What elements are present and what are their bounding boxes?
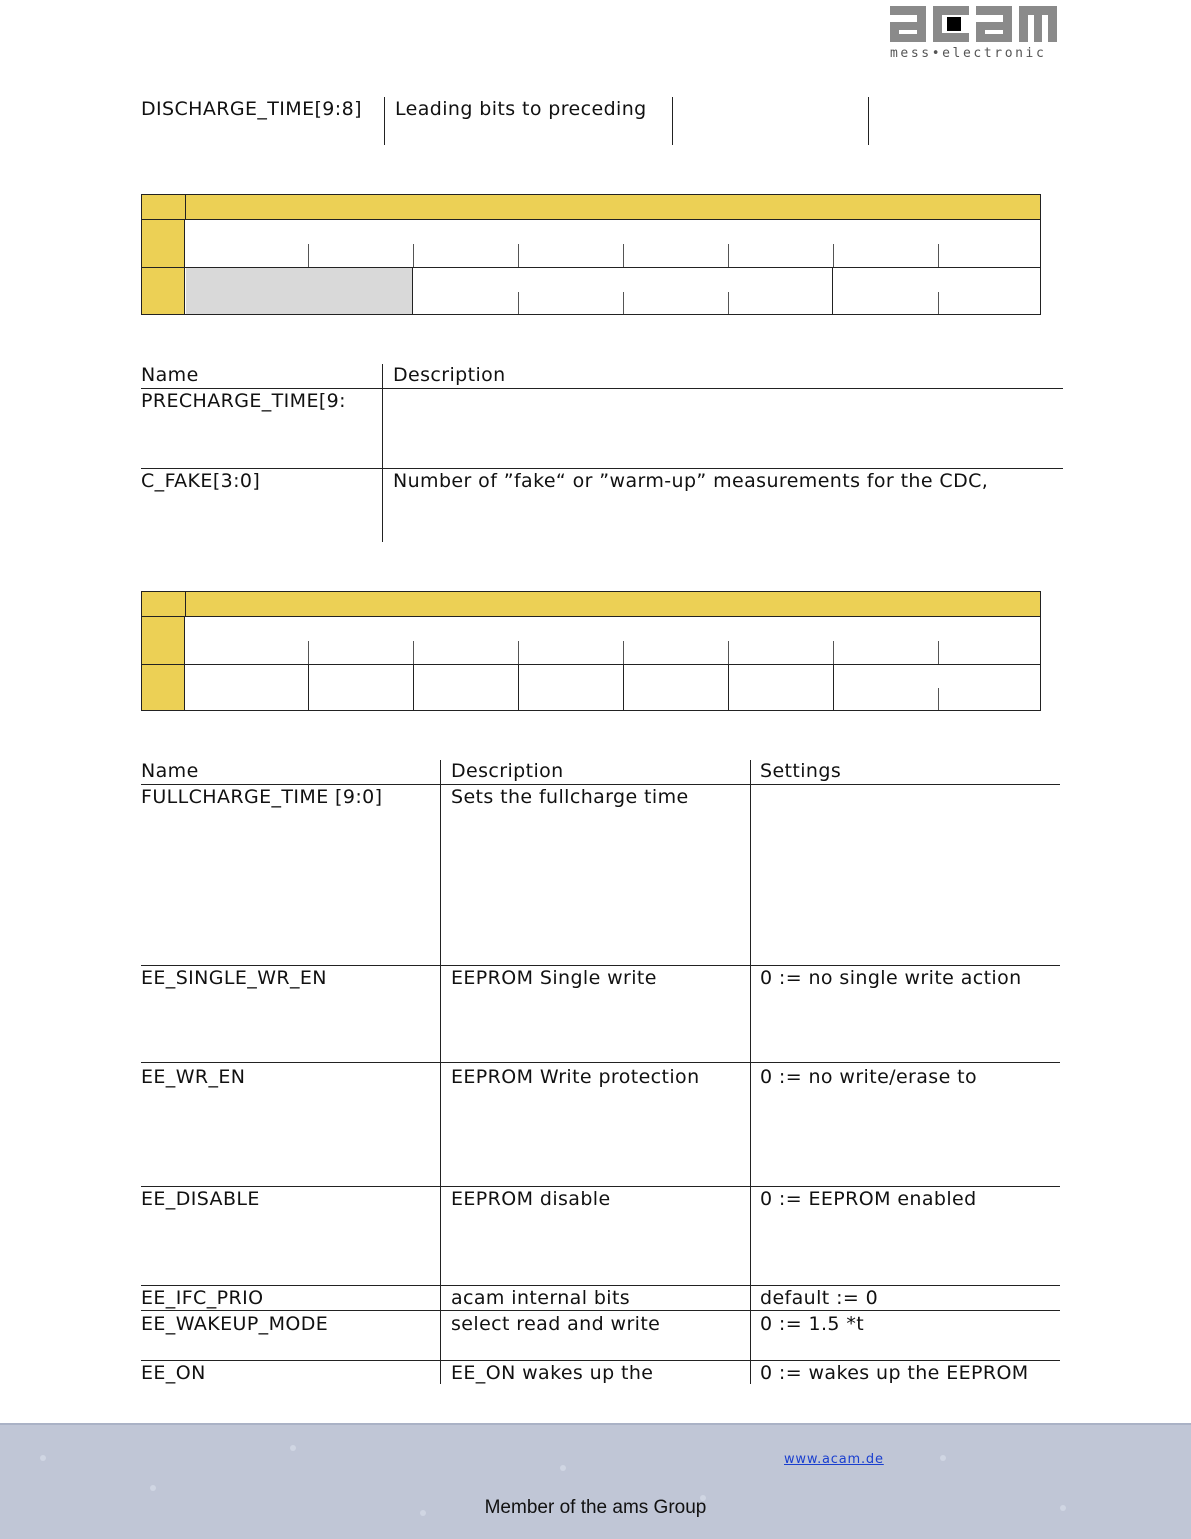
row-divider — [141, 1285, 1060, 1286]
table-row-name: EE_DISABLE — [141, 1188, 260, 1210]
bit-tick — [938, 641, 939, 664]
bit-tick — [623, 641, 624, 664]
decorative-dot — [290, 1445, 296, 1451]
bit-tick — [518, 641, 519, 664]
bit-tick — [518, 292, 519, 314]
bit-tick — [413, 641, 414, 664]
divider — [728, 665, 729, 710]
bit-tick — [623, 244, 624, 267]
top-row-name: DISCHARGE_TIME[9:8] — [141, 98, 362, 120]
bit-tick — [413, 244, 414, 267]
register-header-bar — [142, 195, 1040, 220]
divider — [412, 268, 413, 314]
reserved-bits-cell — [186, 268, 412, 314]
table1-header-name: Name — [141, 364, 199, 386]
bit-tick — [728, 244, 729, 267]
bit-tick — [938, 244, 939, 267]
member-of-group-text: Member of the ams Group — [484, 1497, 707, 1518]
table-row-name: EE_IFC_PRIO — [141, 1287, 264, 1309]
table-row-name: EE_SINGLE_WR_EN — [141, 967, 327, 989]
divider — [384, 97, 385, 145]
register-table-2 — [141, 591, 1041, 711]
divider — [833, 665, 834, 710]
column-divider — [750, 760, 751, 1384]
bit-tick — [308, 641, 309, 664]
divider — [308, 665, 309, 710]
table-row-settings: default := 0 — [760, 1287, 879, 1309]
table-row-name: EE_WR_EN — [141, 1066, 246, 1088]
table-row-description: acam internal bits — [451, 1287, 631, 1309]
divider — [185, 592, 186, 616]
bit-tick — [938, 688, 939, 710]
table-row-name: EE_WAKEUP_MODE — [141, 1313, 329, 1335]
table-row-settings: 0 := no write/erase to — [760, 1066, 978, 1088]
divider — [185, 195, 186, 219]
table-row-description: select read and write — [451, 1313, 661, 1335]
divider — [868, 97, 869, 145]
row-divider — [141, 965, 1060, 966]
bit-tick — [308, 244, 309, 267]
bit-tick — [833, 244, 834, 267]
table-row-description: EEPROM disable — [451, 1188, 611, 1210]
decorative-dot — [560, 1465, 566, 1471]
table-row-settings: 0 := EEPROM enabled — [760, 1188, 977, 1210]
table2-header-description: Description — [451, 760, 564, 782]
decorative-dot — [40, 1455, 46, 1461]
row-divider — [141, 784, 1060, 785]
table-row-description: EEPROM Write protection — [451, 1066, 700, 1088]
divider — [832, 268, 833, 314]
table-row-description: EEPROM Single write — [451, 967, 657, 989]
row-divider — [141, 468, 1063, 469]
decorative-dot — [150, 1485, 156, 1491]
table-row-description: Number of ”fake“ or ”warm-up” measurements for the CDC, — [393, 470, 989, 492]
column-divider — [382, 364, 383, 542]
column-divider — [440, 760, 441, 1384]
website-link[interactable]: www.acam.de — [784, 1452, 884, 1467]
table1-header-description: Description — [393, 364, 506, 386]
bit-tick — [833, 641, 834, 664]
table-row-name: FULLCHARGE_TIME [9:0] — [141, 786, 383, 808]
row-divider — [141, 1062, 1060, 1063]
table-row-settings: 0 := wakes up the EEPROM — [760, 1362, 1029, 1384]
register-header-bar — [142, 592, 1040, 617]
top-row-description: Leading bits to preceding — [395, 98, 647, 120]
bit-tick — [728, 292, 729, 314]
table-row-name: EE_ON — [141, 1362, 206, 1384]
row-divider — [142, 664, 1040, 665]
table-row-name: PRECHARGE_TIME[9: — [141, 390, 346, 412]
table-row-name: C_FAKE[3:0] — [141, 470, 261, 492]
logo-tagline: mess•electronic — [890, 46, 1047, 61]
bit-tick — [938, 292, 939, 314]
table-row-description: Sets the fullcharge time — [451, 786, 689, 808]
row-divider — [141, 1310, 1060, 1311]
row-divider — [141, 388, 1063, 389]
table2-header-name: Name — [141, 760, 199, 782]
table-row-settings: 0 := no single write action — [760, 967, 1022, 989]
table-row-settings: 0 := 1.5 *t — [760, 1313, 865, 1335]
row-divider — [141, 1186, 1060, 1187]
bit-tick — [518, 244, 519, 267]
divider — [623, 665, 624, 710]
row-divider — [141, 1360, 1060, 1361]
bit-tick — [623, 292, 624, 314]
bit-tick — [728, 641, 729, 664]
table2-header-settings: Settings — [760, 760, 842, 782]
decorative-dot — [940, 1455, 946, 1461]
divider — [672, 97, 673, 145]
register-table-1 — [141, 194, 1041, 315]
divider — [518, 665, 519, 710]
table-row-description: EE_ON wakes up the — [451, 1362, 654, 1384]
divider — [413, 665, 414, 710]
page-footer — [0, 1423, 1191, 1539]
